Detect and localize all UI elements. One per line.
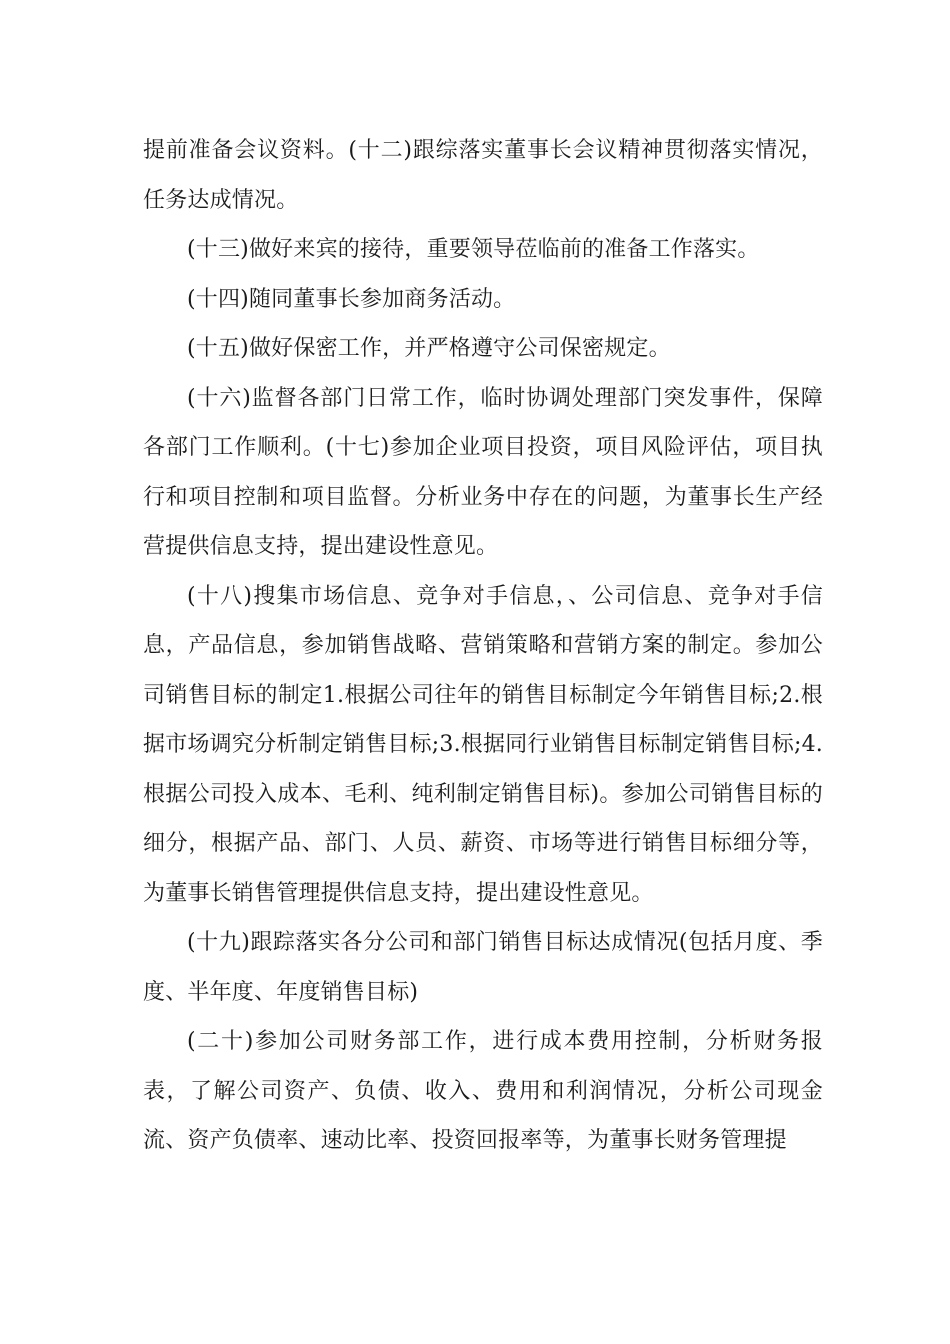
paragraph-item-15: (十五)做好保密工作，并严格遵守公司保密规定。 — [187, 336, 671, 361]
paragraph-item-19: (十九)跟踪落实各分公司和部门销售目标达成情况(包括月度、季度、半年度、年度销售目标) — [143, 930, 823, 1005]
document-body — [143, 126, 823, 1166]
paragraph-item-14: (十四)随同董事长参加商务活动。 — [187, 286, 516, 312]
paragraph-continuation: 提前准备会议资料。(十二)跟综落实董事长会议精神贯彻落实情况，任务达成情况。 — [143, 138, 823, 213]
paragraph-item-18: (十八)搜集市场信息、竞争对手信息，、公司信息、竞争对手信息，产品信息，参加销售战略、营销策略和营销方案的制定。参加公司销售目标的制定1.根据公司往年的销售目标制定今年销售目标;2.根据市场调究分析制定销售目标;3.根据同行业销售目标制定销售目标;4.根据公司投入成本、毛利、纯利制定销售目标)。参加公司销售目标的细分，根据产品、部门、人员、薪资、市场等进行销售目标细分等，为董事长销售管理提供信息支持，提出建设性意见。 — [143, 583, 823, 906]
paragraph-item-16-17: (十六)监督各部门日常工作，临时协调处理部门突发事件，保障各部门工作顺利。(十七)参加企业项目投资，项目风险评估，项目执行和项目控制和项目监督。分析业务中存在的问题，为董事长生产经营提供信息支持，提出建设性意见。 — [143, 385, 823, 559]
paragraph-item-13: (十三)做好来宾的接待，重要领导莅临前的准备工作落实。 — [187, 237, 760, 262]
paragraph-item-20: (二十)参加公司财务部工作，进行成本费用控制，分析财务报表，了解公司资产、负债、收入、费用和利润情况，分析公司现金流、资产负债率、速动比率、投资回报率等，为董事长财务管理提 — [143, 1029, 823, 1153]
